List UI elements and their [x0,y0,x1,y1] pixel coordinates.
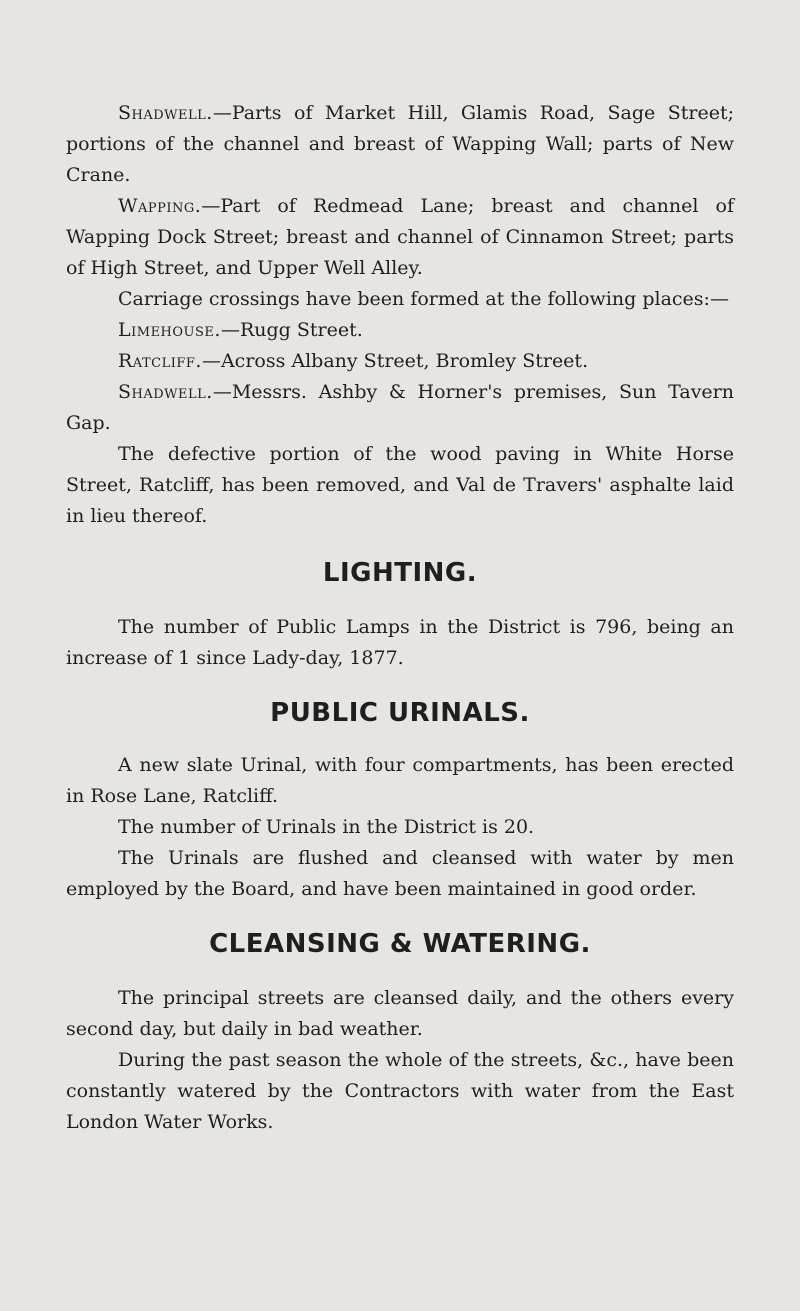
district-label: Ratcliff. [118,350,202,372]
district-label: Wapping. [118,195,202,217]
district-label: Shadwell. [118,381,213,403]
section-heading-cleansing-watering: CLEANSING & WATERING. [209,929,591,959]
paragraph-text: —Across Albany Street, Bromley Street. [201,350,589,372]
paragraph-shadwell-crossing [66,377,734,439]
paragraph-shadwell [66,98,734,191]
paragraph-urinal-count: The number of Urinals in the District is 20. [118,816,535,838]
paragraph-street-watering: During the past season the whole of the streets, &c., have been constantly watered by the Contractors with water from the East London Water Works. [66,1049,734,1133]
district-label: Shadwell. [118,102,213,124]
paragraph-wapping [66,191,734,284]
paragraph-public-lamps: The number of Public Lamps in the District is 796, being an increase of 1 since Lady-day, 1877. [66,616,734,669]
section-heading-public-urinals: PUBLIC URINALS. [270,698,530,728]
paragraph-limehouse [66,315,734,346]
paragraph-ratcliff [66,346,734,377]
paragraph-wood-paving: The defective portion of the wood paving in White Horse Street, Ratcliff, has been removed, and Val de Travers' asphalte laid in lieu thereof. [66,443,734,527]
paragraph-urinal-maintenance: The Urinals are flushed and cleansed with water by men employed by the Board, and have been maintained in good order. [66,847,734,900]
paragraph-text: —Rugg Street. [220,319,363,341]
district-label: Limehouse. [118,319,221,341]
paragraph-text: —Messrs. Ashby & Horner's premises, Sun Tavern Gap. [66,381,734,434]
paragraph-text: —Parts of Market Hill, Glamis Road, Sage Street; portions of the channel and breast of Wapping Wall; parts of New Crane. [66,102,734,186]
paragraph-carriage-crossings: Carriage crossings have been formed at the following places:— [118,288,729,310]
paragraph-street-cleansing: The principal streets are cleansed daily, and the others every second day, but daily in bad weather. [66,987,734,1040]
paragraph-text: —Part of Redmead Lane; breast and channel of Wapping Dock Street; breast and channel of Cinnamon Street; parts of High Street, and Upper Well Alley. [66,195,734,279]
paragraph-new-urinal: A new slate Urinal, with four compartments, has been erected in Rose Lane, Ratcliff. [66,754,734,807]
section-heading-lighting: LIGHTING. [322,558,478,588]
